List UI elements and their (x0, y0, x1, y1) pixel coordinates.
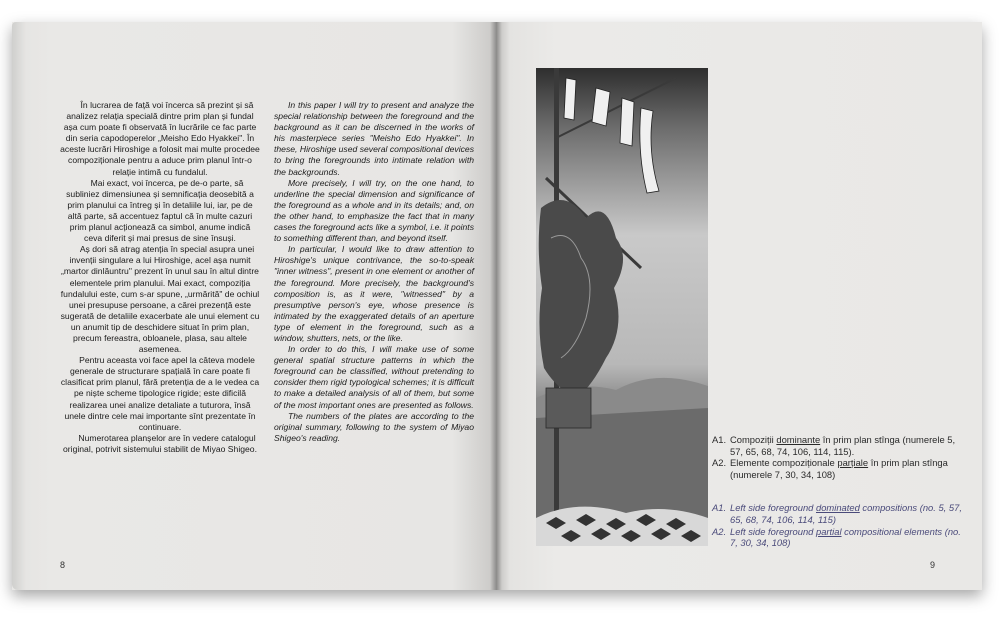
english-text-column (274, 100, 474, 444)
en-paragraph-1: In this paper I will try to present and analyze the special relationship between the foreground and the background as it can be discerned in the works of his masterpiece series "Meisho Edo Hyakkei". In these, Hiroshige used several compositional devices to bring the foregrounds into intimate relation with the backgrounds. (274, 100, 474, 177)
checkered-foreground (536, 507, 708, 546)
caption-underlined: dominante (776, 434, 821, 445)
caption-text: în prim plan stînga (numerele 5, 57, 65, 68, 74, 106, 114, 115). (730, 434, 956, 457)
caption-ro-a1 (712, 434, 966, 457)
caption-text: compositional elements (no. 7, 30, 34, 108) (730, 525, 961, 549)
en-paragraph-2: More precisely, I will try, on the one hand, to underline the special dimension and significance of the foreground as a whole and in its details; and, on the other hand, to emphasize the fact that in many cases the foreground acts like a symbol, i.e. it points to something different than, and beyond itself. (274, 177, 474, 244)
book-gutter (490, 22, 502, 590)
print-artwork (536, 68, 708, 546)
caption-text: Left side foreground (730, 502, 816, 514)
page-number-right: 9 (930, 560, 936, 570)
caption-underlined: parțiale (837, 457, 869, 469)
page-number-left: 8 (60, 560, 66, 570)
en-paragraph-4: In order to do this, I will make use of some general spatial structure patterns in which the foreground can be classified, without pretending to consider them rigid typological schemes; it is difficult to make a detailed analysis of all of them, but some of the most important ones are presented as follows. (274, 344, 474, 410)
caption-label: A2. (712, 525, 727, 537)
caption-en-a2 (712, 526, 966, 549)
caption-block (712, 434, 966, 549)
ro-paragraph-2: Mai exact, voi încerca, pe de-o parte, să subliniez dimensiunea și semnificația deosebită a prim planului ca întreg și în detaliile lui, iar, pe de altă parte, să accentuez faptul că în multe cazuri prim planul acționează ca simbol, anume indică ceva diferit și mai presus de sine însuși. (66, 177, 254, 244)
caption-text: compositions (no. 5, 57, 65, 68, 74, 106, 114, 115) (730, 502, 962, 525)
ro-paragraph-1: În lucrarea de față voi încerca să prezint și să analizez relația specială dintre prim plan și fundal așa cum poate fi observată în lucrările ce fac parte din seria capodoperelor „Meisho Edo Hyakkei". În aceste lucrări Hiroshige a folosit mai multe procedee compoziționale pentru a aduce prim planul într-o relație intimă cu fundalul. (60, 100, 260, 177)
woodblock-print-illustration (536, 68, 708, 546)
caption-underlined: dominated (816, 502, 860, 514)
caption-label: A1. (712, 502, 727, 514)
caption-label: A2. (712, 457, 727, 469)
caption-ro-a2 (712, 457, 966, 480)
caption-label: A1. (712, 434, 727, 445)
ro-paragraph-5: Numerotarea planșelor are în vedere catalogul original, potrivit sistemului stabilit de Miyao Shigeo. (63, 432, 257, 454)
paper-strip (620, 98, 634, 146)
paper-strip (564, 78, 576, 120)
right-page (496, 22, 982, 590)
caption-text: Left side foreground (730, 525, 816, 537)
caption-spacer (712, 480, 966, 502)
fence (546, 388, 591, 428)
caption-text: Compoziții (730, 434, 777, 445)
caption-en-a1 (712, 502, 966, 525)
caption-text: Elemente compoziționale (730, 457, 838, 469)
caption-underlined: partial (816, 525, 842, 537)
caption-text: în prim plan stînga (numerele 7, 30, 34, 108) (730, 457, 948, 480)
en-paragraph-5: The numbers of the plates are according to the original summary, following to the system of Miyao Shigeo's reading. (274, 410, 474, 443)
ro-paragraph-4: Pentru aceasta voi face apel la câteva modele generale de structurare spațială în care poate fi clasificat prim planul, fără pretenția de a le vedea ca pe niște scheme tipologice rigide; este dificilă realizarea unei analize detaliate a tuturora, însă unele dintre cele mai importante sînt prezentate în continuare. (60, 355, 260, 432)
ro-paragraph-3: Aș dori să atrag atenția în special asupra unei invenții singulare a lui Hiroshige, acel așa numit „martor dinlăuntru" prezent în unul sau în altul dintre elementele prim planului. Mai exact, compoziția fundalului este, cum s-ar spune, „urmărită" de ochiul unei presupuse persoane, a cărei prezență este sugerată de detaliile exacerbate ale unui element cu un anumit tip de deschidere situat în prim plan, precum fereastra, obloanele, plasa, sau altele asemenea. (60, 244, 260, 355)
left-page (12, 22, 496, 590)
en-paragraph-3: In particular, I would like to draw attention to Hiroshige's unique contrivance, the so-to-speak "inner witness", present in one element or another of the foreground. More precisely, the background's composition is, as it were, "witnessed" by a presumptive person's eye, whose presence is intimated by the exaggerated details of an aperture type of element in the foreground, such as a window, shutters, nets, or the like. (274, 244, 474, 343)
romanian-text-column (60, 100, 260, 455)
book-spread (12, 22, 982, 590)
